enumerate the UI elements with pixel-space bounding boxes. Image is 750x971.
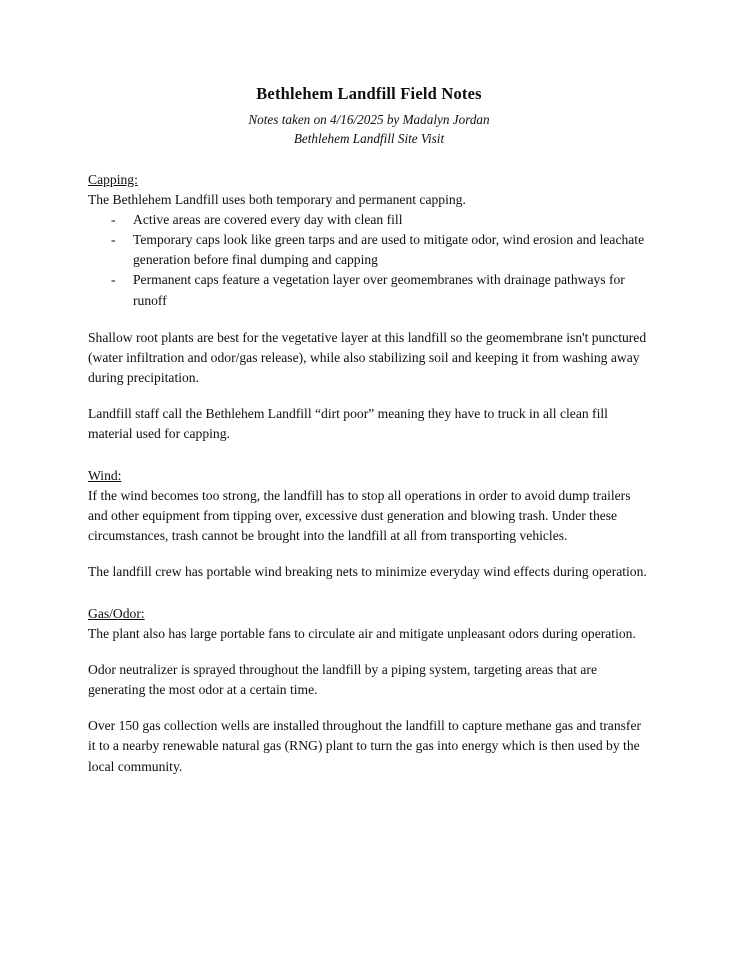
gas-odor-heading-row bbox=[88, 604, 650, 624]
wind-paragraph-2: The landfill crew has portable wind breaking nets to minimize everyday wind effects during operation. bbox=[88, 564, 647, 580]
list-item-text: Temporary caps look like green tarps and are used to mitigate odor, wind erosion and leachate generation before final dumping and capping bbox=[133, 232, 645, 268]
section-heading-gas-odor: Gas/Odor: bbox=[88, 606, 145, 622]
capping-heading-row bbox=[88, 170, 650, 190]
section-gas-odor bbox=[88, 604, 650, 776]
section-heading-wind: Wind: bbox=[88, 468, 122, 484]
gas-odor-paragraph-2: Odor neutralizer is sprayed throughout the landfill by a piping system, targeting areas that are generating the most odor at a certain time. bbox=[88, 662, 597, 698]
section-heading-capping: Capping: bbox=[88, 172, 138, 188]
capping-intro-paragraph: The Bethlehem Landfill uses both temporary and permanent capping. bbox=[88, 191, 466, 207]
capping-paragraph-2: Landfill staff call the Bethlehem Landfill “dirt poor” meaning they have to truck in all clean fill material used for capping. bbox=[88, 405, 608, 442]
page-title: Bethlehem Landfill Field Notes bbox=[256, 84, 482, 103]
bullet-marker-icon: - bbox=[111, 272, 116, 288]
list-item bbox=[88, 270, 650, 310]
bullet-marker-icon: - bbox=[111, 212, 116, 228]
gas-odor-paragraph-1: The plant also has large portable fans to circulate air and mitigate unpleasant odors during operation. bbox=[88, 626, 636, 642]
document-body bbox=[88, 84, 650, 777]
list-item-text: Active areas are covered every day with clean fill bbox=[133, 212, 403, 228]
section-capping bbox=[88, 170, 650, 444]
section-wind bbox=[88, 466, 650, 582]
document-subtitle-visit: Bethlehem Landfill Site Visit bbox=[293, 130, 445, 146]
document-subtitle-author: Notes taken on 4/16/2025 by Madalyn Jordan bbox=[248, 111, 490, 127]
bullet-marker-icon: - bbox=[111, 232, 116, 248]
capping-paragraph-1: Shallow root plants are best for the vegetative layer at this landfill so the geomembrane isn't punctured (water infiltration and odor/gas release), while also stabilizing soil and keeping it from washing away during precipitation. bbox=[88, 329, 647, 385]
spacer bbox=[88, 311, 650, 328]
wind-heading-row bbox=[88, 466, 650, 486]
capping-bullet-list bbox=[88, 210, 650, 311]
list-item bbox=[88, 210, 650, 230]
list-item-text: Permanent caps feature a vegetation layer over geomembranes with drainage pathways for runoff bbox=[133, 272, 625, 308]
list-item bbox=[88, 230, 650, 270]
gas-odor-paragraph-3: Over 150 gas collection wells are installed throughout the landfill to capture methane gas and transfer it to a nearby renewable natural gas (RNG) plant to turn the gas into energy which is then used by the local community. bbox=[88, 718, 642, 774]
wind-paragraph-1: If the wind becomes too strong, the landfill has to stop all operations in order to avoid dump trailers and other equipment from tipping over, excessive dust generation and blowing trash. Under these circumstances, trash cannot be brought into the landfill at all from transporting vehicles. bbox=[88, 487, 631, 544]
